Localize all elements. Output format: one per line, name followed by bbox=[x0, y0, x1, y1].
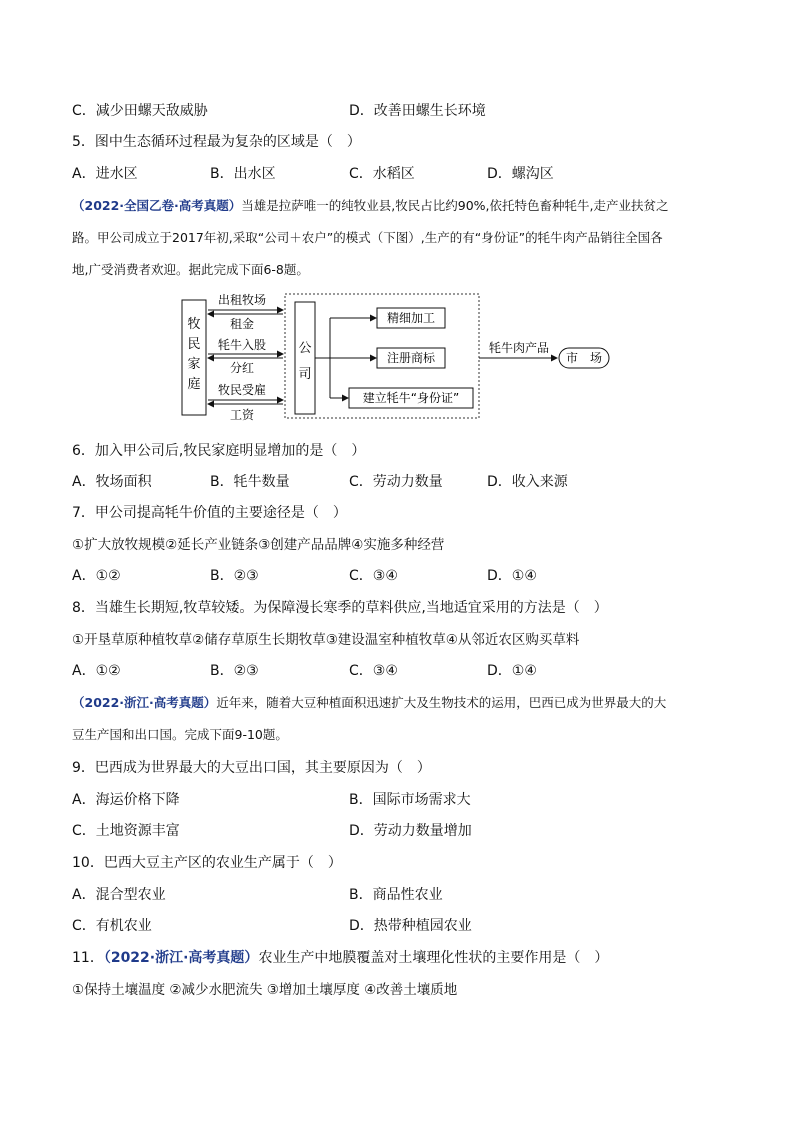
company-box bbox=[295, 302, 315, 414]
q9-option-c: C．土地资源丰富 bbox=[72, 823, 180, 839]
passage1-line3: 地,广受消费者欢迎。据此完成下面6-8题。 bbox=[72, 262, 309, 277]
yak-shares-label: 牦牛入股 bbox=[217, 338, 267, 352]
q10-option-d: D．热带种植园农业 bbox=[349, 918, 472, 934]
q11-items: ①保持土壤温度 ②减少水肥流失 ③增加土壤厚度 ④改善土壤质地 bbox=[72, 982, 458, 998]
q9-option-d: D．劳动力数量增加 bbox=[349, 823, 472, 839]
q5-stem: 5．图中生态循环过程最为复杂的区域是（ ） bbox=[72, 134, 361, 150]
q6-option-c: C．劳动力数量 bbox=[349, 474, 443, 490]
source-tag: （2022·浙江·高考真题） bbox=[103, 950, 259, 966]
wages-label: 工资 bbox=[229, 408, 255, 422]
passage1-line2: 路。甲公司成立于2017年初,采取“公司＋农户”的模式（下图）,生产的有“身份证”的牦牛肉产品销往全国各 bbox=[72, 230, 663, 245]
q8-option-d: D．①④ bbox=[487, 663, 537, 679]
q7-option-d: D．①④ bbox=[487, 568, 537, 584]
q5-option-c: C．水稻区 bbox=[349, 166, 415, 182]
company-char-2: 司 bbox=[298, 367, 312, 382]
q6-option-d: D．收入来源 bbox=[487, 474, 568, 490]
q9-stem: 9．巴西成为世界最大的大豆出口国，其主要原因为（ ） bbox=[72, 760, 431, 776]
q8-stem: 8．当雄生长期短,牧草较矮。为保障漫长寒季的草料供应,当地适宜采用的方法是（ ） bbox=[72, 600, 608, 616]
q7-option-b: B．②③ bbox=[210, 568, 259, 584]
passage2-line1: （2022·浙江·高考真题）近年来，随着大豆种植面积迅速扩大及生物技术的运用，巴西已成为世界最大的大 bbox=[72, 695, 667, 710]
q10-option-c: C．有机农业 bbox=[72, 918, 152, 934]
q11-stem: 11．（2022·浙江·高考真题）农业生产中地膜覆盖对土壤理化性状的主要作用是（ ） bbox=[72, 950, 609, 966]
q8-option-a: A．①② bbox=[72, 663, 121, 679]
q6-option-a: A．牧场面积 bbox=[72, 474, 152, 490]
passage1-line1: （2022·全国乙卷·高考真题）当雄是拉萨唯一的纯牧业县,牧民占比约90%,依托特色畜种牦牛,走产业扶贫之 bbox=[72, 198, 669, 213]
q7-option-a: A．①② bbox=[72, 568, 121, 584]
q8-option-b: B．②③ bbox=[210, 663, 259, 679]
q7-items: ①扩大放牧规模②延长产业链条③创建产品品牌④实施多种经营 bbox=[72, 537, 445, 553]
q5-option-d: D．螺沟区 bbox=[487, 166, 554, 182]
q9-option-b: B．国际市场需求大 bbox=[349, 792, 471, 808]
q5-option-b: B．出水区 bbox=[210, 166, 276, 182]
herder-char-1: 牧 bbox=[187, 317, 201, 332]
q10-option-a: A．混合型农业 bbox=[72, 887, 166, 903]
yak-industry-diagram bbox=[170, 290, 620, 422]
herder-char-4: 庭 bbox=[187, 377, 201, 392]
q7-option-c: C．③④ bbox=[349, 568, 398, 584]
q9-option-a: A．海运价格下降 bbox=[72, 792, 180, 808]
herder-hired-label: 牧民受雇 bbox=[217, 383, 267, 397]
yak-id-label: 建立牦牛“身份证” bbox=[362, 391, 460, 405]
fine-processing-label: 精细加工 bbox=[386, 311, 436, 325]
source-tag: （2022·全国乙卷·高考真题） bbox=[72, 198, 242, 213]
q8-items: ①开垦草原种植牧草②储存草原生长期牧草③建设温室种植牧草④从邻近农区购买草料 bbox=[72, 632, 580, 648]
market-label: 市 场 bbox=[565, 351, 603, 365]
product-label: 牦牛肉产品 bbox=[488, 341, 550, 355]
q4-option-c: C．减少田螺天敌威胁 bbox=[72, 103, 208, 119]
q5-option-a: A．进水区 bbox=[72, 166, 138, 182]
rent-label: 租金 bbox=[229, 317, 255, 331]
q6-option-b: B．牦牛数量 bbox=[210, 474, 290, 490]
rent-pasture-label: 出租牧场 bbox=[217, 293, 267, 307]
passage2-line2: 豆生产国和出口国。完成下面9-10题。 bbox=[72, 727, 288, 742]
company-char-1: 公 bbox=[298, 341, 312, 356]
dividend-label: 分红 bbox=[229, 361, 255, 375]
q7-stem: 7．甲公司提高牦牛价值的主要途径是（ ） bbox=[72, 505, 347, 521]
source-tag: （2022·浙江·高考真题） bbox=[72, 695, 217, 710]
q8-option-c: C．③④ bbox=[349, 663, 398, 679]
q4-option-d: D．改善田螺生长环境 bbox=[349, 103, 486, 119]
q10-stem: 10．巴西大豆主产区的农业生产属于（ ） bbox=[72, 855, 342, 871]
herder-char-3: 家 bbox=[187, 357, 201, 372]
q6-stem: 6．加入甲公司后,牧民家庭明显增加的是（ ） bbox=[72, 443, 366, 459]
herder-char-2: 民 bbox=[187, 337, 201, 352]
q10-option-b: B．商品性农业 bbox=[349, 887, 443, 903]
trademark-label: 注册商标 bbox=[386, 351, 436, 365]
